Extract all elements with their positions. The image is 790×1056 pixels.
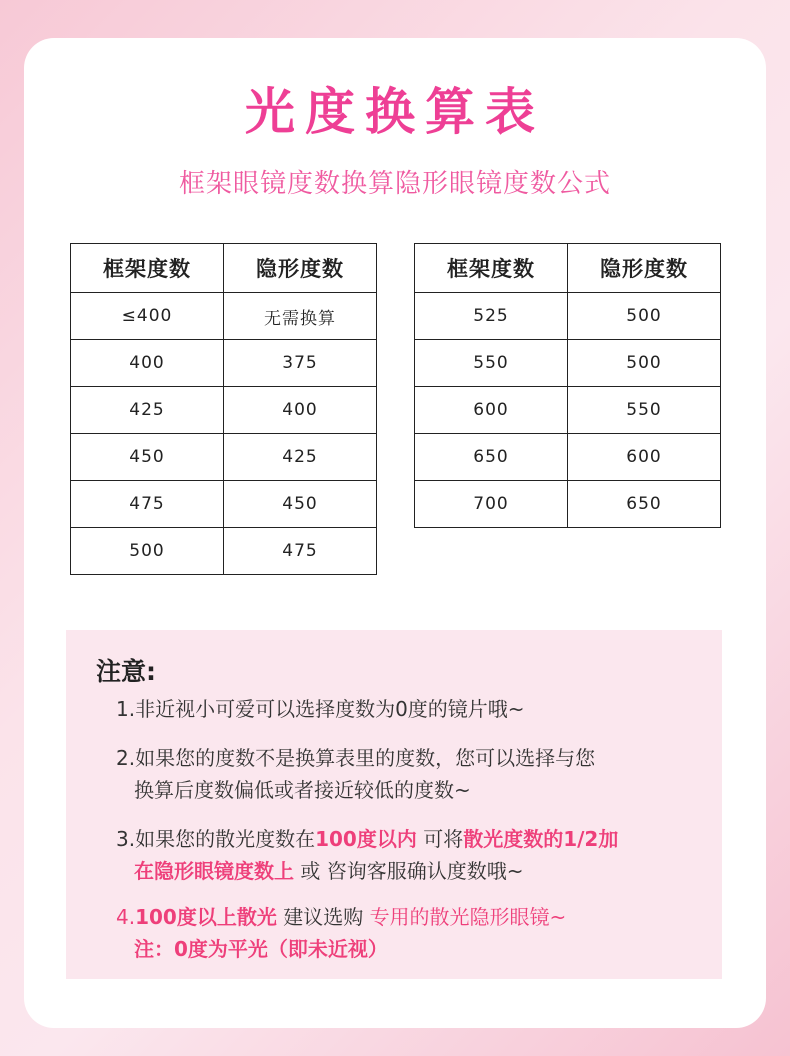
table-row	[71, 528, 377, 575]
table-row	[415, 293, 721, 340]
contact-degree-cell: 475	[224, 528, 377, 575]
frame-degree-cell: 450	[71, 434, 224, 481]
header-contact-degree: 隐形度数	[568, 244, 721, 293]
table-row	[71, 434, 377, 481]
frame-degree-cell: 500	[71, 528, 224, 575]
table-row	[415, 340, 721, 387]
note-4-highlight-a: 100度以上散光	[135, 905, 277, 929]
note-2-line-2: 换算后度数偏低或者接近较低的度数~	[134, 778, 471, 802]
note-3-text-b: 可将	[416, 827, 464, 851]
contact-degree-cell: 650	[568, 481, 721, 528]
contact-degree-cell: 无需换算	[224, 293, 377, 340]
table-row	[415, 387, 721, 434]
table-row	[71, 340, 377, 387]
page-subtitle: 框架眼镜度数换算隐形眼镜度数公式	[178, 169, 611, 199]
notes-title: 注意:	[96, 657, 156, 686]
frame-degree-cell: 650	[415, 434, 568, 481]
frame-degree-cell: ≤400	[71, 293, 224, 340]
conversion-table-right	[414, 243, 721, 528]
frame-degree-cell: 525	[415, 293, 568, 340]
contact-degree-cell: 450	[224, 481, 377, 528]
header-contact-degree: 隐形度数	[224, 244, 377, 293]
frame-degree-cell: 550	[415, 340, 568, 387]
note-4-number: 4.	[116, 905, 136, 929]
contact-degree-cell: 500	[568, 340, 721, 387]
table-row	[415, 481, 721, 528]
note-2	[116, 742, 595, 806]
frame-degree-cell: 475	[71, 481, 224, 528]
contact-degree-cell: 400	[224, 387, 377, 434]
frame-degree-cell: 600	[415, 387, 568, 434]
contact-degree-cell: 375	[224, 340, 377, 387]
note-3-highlight-a: 100度以内	[315, 827, 417, 851]
frame-degree-cell: 400	[71, 340, 224, 387]
frame-degree-cell: 700	[415, 481, 568, 528]
conversion-table-left	[70, 243, 377, 575]
page-title: 光度换算表	[245, 83, 545, 141]
note-4-footnote: 注：0度为平光（即未近视）	[134, 937, 388, 961]
contact-degree-cell: 425	[224, 434, 377, 481]
table-row	[71, 293, 377, 340]
note-2-line-1: 2.如果您的度数不是换算表里的度数，您可以选择与您	[116, 746, 596, 770]
frame-degree-cell: 425	[71, 387, 224, 434]
note-4-highlight-b: 专用的散光隐形眼镜~	[369, 905, 567, 929]
note-3-highlight-c: 在隐形眼镜度数上	[134, 859, 294, 883]
contact-degree-cell: 600	[568, 434, 721, 481]
table-row	[71, 481, 377, 528]
header-frame-degree: 框架度数	[415, 244, 568, 293]
note-3-text-c: 或 咨询客服确认度数哦~	[294, 859, 524, 883]
note-3-text-a: 3.如果您的散光度数在	[116, 827, 316, 851]
note-4	[116, 901, 566, 965]
contact-degree-cell: 550	[568, 387, 721, 434]
table-header-row	[415, 244, 721, 293]
header-frame-degree: 框架度数	[71, 244, 224, 293]
table-row	[71, 387, 377, 434]
note-1: 1.非近视小可爱可以选择度数为0度的镜片哦~	[116, 697, 525, 721]
contact-degree-cell: 500	[568, 293, 721, 340]
note-4-text: 建议选购	[276, 905, 370, 929]
note-3-highlight-b: 散光度数的1/2加	[463, 827, 619, 851]
table-header-row	[71, 244, 377, 293]
note-3	[116, 823, 618, 887]
table-row	[415, 434, 721, 481]
